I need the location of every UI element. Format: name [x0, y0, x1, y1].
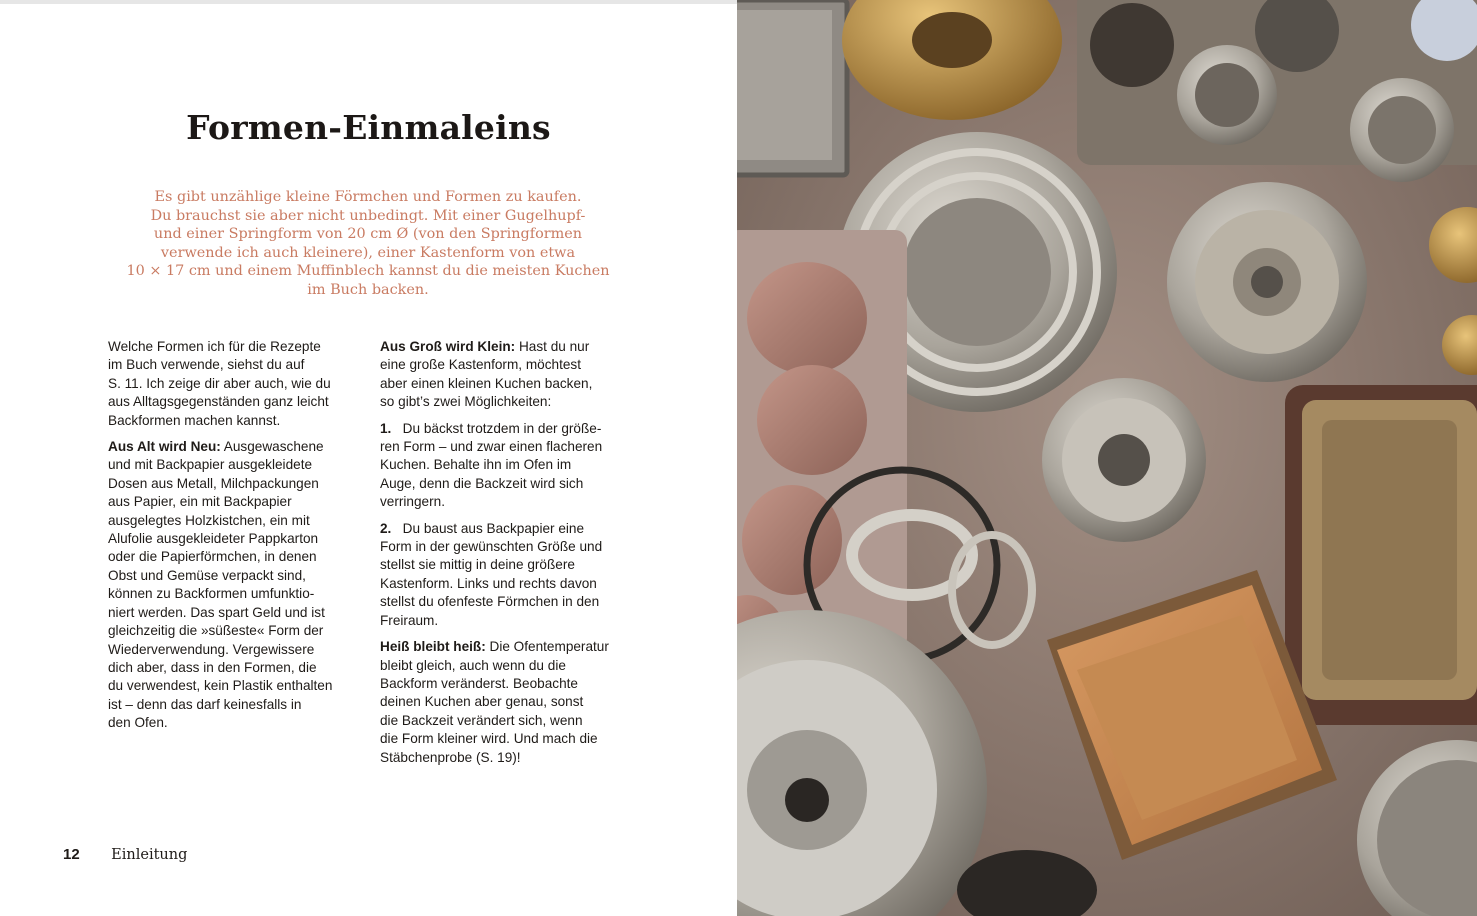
baking-tins-photo	[737, 0, 1477, 916]
baking-tins-illustration	[737, 0, 1477, 916]
text-line	[108, 438, 363, 456]
intro-line: Es gibt unzählige kleine Förmchen und Formen zu kaufen.	[154, 189, 582, 205]
paragraph-option-2	[380, 520, 642, 630]
paragraph-aus-alt-wird-neu	[108, 438, 363, 733]
text-line: deinen Kuchen aber genau, sonst	[380, 694, 584, 710]
text-line: Welche Formen ich für die Rezepte	[108, 339, 321, 354]
text-fragment: Hast du nur	[515, 339, 590, 354]
text-line: aus Alltagsgegenständen ganz leicht	[108, 394, 329, 410]
intro-line: verwende ich auch kleinere), einer Kastenform von etwa	[160, 244, 576, 261]
paragraph-heading: Aus Groß wird Klein:	[380, 339, 516, 354]
text-line: aber einen kleinen Kuchen backen,	[380, 375, 593, 391]
ornate-bundt-tin	[1167, 182, 1367, 382]
intro-line: und einer Springform von 20 cm Ø (von den Springformen	[153, 226, 583, 243]
paragraph-heiss-bleibt-heiss	[380, 638, 642, 767]
paragraph-aus-gross-wird-klein	[380, 338, 642, 412]
paragraph-option-1	[380, 420, 642, 512]
intro-line: Du brauchst sie aber nicht unbedingt. Mit einer Gugelhupf-	[150, 207, 586, 224]
text-line	[380, 520, 642, 538]
text-line	[380, 638, 642, 656]
text-fragment: Du baust aus Backpapier eine	[391, 520, 585, 536]
loaf-pan	[1285, 385, 1477, 725]
paragraph-heading: Aus Alt wird Neu:	[108, 439, 221, 455]
text-line: Backformen machen kannst.	[108, 412, 281, 428]
text-line: ist – denn das darf keinesfalls in	[108, 696, 302, 712]
left-column	[108, 338, 363, 741]
list-number: 2.	[380, 520, 392, 536]
text-fragment: Du bäckst trotzdem in der größe-	[391, 420, 602, 436]
text-fragment: Ausgewaschene	[220, 439, 324, 455]
text-line	[380, 338, 642, 356]
small-ring-tin-center	[1042, 378, 1206, 542]
chapter-name: Einleitung	[111, 847, 188, 863]
text-line: dich aber, dass in den Formen, die	[108, 659, 317, 675]
muffin-tray-top-right	[1077, 0, 1477, 182]
text-line: Dosen aus Metall, Milchpackungen	[108, 475, 319, 491]
text-line	[380, 420, 642, 438]
text-line: stellst sie mittig in deine größere	[380, 557, 575, 573]
text-line: stellst du ofenfeste Förmchen in den	[380, 594, 600, 610]
right-column	[380, 338, 642, 775]
text-line: Freiraum.	[380, 612, 439, 628]
text-line: Wiederverwendung. Vergewissere	[108, 641, 315, 657]
text-line: S. 11. Ich zeige dir aber auch, wie du	[108, 375, 331, 391]
text-line: die Form kleiner wird. Und mach die	[380, 731, 598, 747]
text-line: Stäbchenprobe (S. 19)!	[380, 749, 521, 765]
text-line: ausgelegtes Holzkistchen, ein mit	[108, 512, 310, 528]
text-line: oder die Papierförmchen, in denen	[108, 549, 317, 565]
paragraph-heading: Heiß bleibt heiß:	[380, 639, 486, 655]
text-line: eine große Kastenform, möchtest	[380, 357, 581, 373]
text-line: Auge, denn die Backzeit wird sich	[380, 475, 584, 491]
text-line: im Buch verwende, siehst du auf	[108, 357, 305, 373]
text-line: aus Papier, ein mit Backpapier	[108, 494, 292, 510]
intro-line: 10 × 17 cm und einem Muffinblech kannst du die meisten Kuchen	[126, 263, 610, 280]
text-line: so gibt’s zwei Möglichkeiten:	[380, 394, 552, 410]
page-footer	[63, 846, 187, 863]
text-line: Form in der gewünschten Größe und	[380, 539, 603, 555]
text-line: du verwendest, kein Plastik enthalten	[108, 678, 333, 694]
text-line: niert werden. Das spart Geld und ist	[108, 604, 325, 620]
list-number: 1.	[380, 420, 392, 436]
paragraph-intro	[108, 338, 363, 430]
text-line: bleibt gleich, auch wenn du die	[380, 657, 566, 673]
text-line: können zu Backformen umfunktio-	[108, 586, 315, 602]
text-line: ren Form – und zwar einen flacheren	[380, 439, 603, 455]
text-line: Alufolie ausgekleideter Pappkarton	[108, 531, 319, 547]
text-line: Kuchen. Behalte ihn im Ofen im	[380, 457, 572, 473]
text-line: gleichzeitig die »süßeste« Form der	[108, 623, 324, 639]
text-line: Kastenform. Links und rechts davon	[380, 575, 597, 591]
text-fragment: Die Ofentemperatur	[485, 639, 609, 655]
page-number: 12	[63, 846, 80, 863]
text-line: verringern.	[380, 494, 445, 510]
page-title: Formen-Einmaleins	[186, 108, 551, 147]
text-line: die Backzeit verändert sich, wenn	[380, 712, 583, 728]
intro-line: im Buch backen.	[307, 281, 429, 298]
square-tin-top-left	[737, 0, 847, 175]
text-line: und mit Backpapier ausgekleidete	[108, 457, 313, 473]
text-line: Backform veränderst. Beobachte	[380, 675, 578, 691]
text-line: Obst und Gemüse verpackt sind,	[108, 567, 306, 583]
text-line: den Ofen.	[108, 715, 168, 731]
intro-text	[118, 188, 618, 300]
